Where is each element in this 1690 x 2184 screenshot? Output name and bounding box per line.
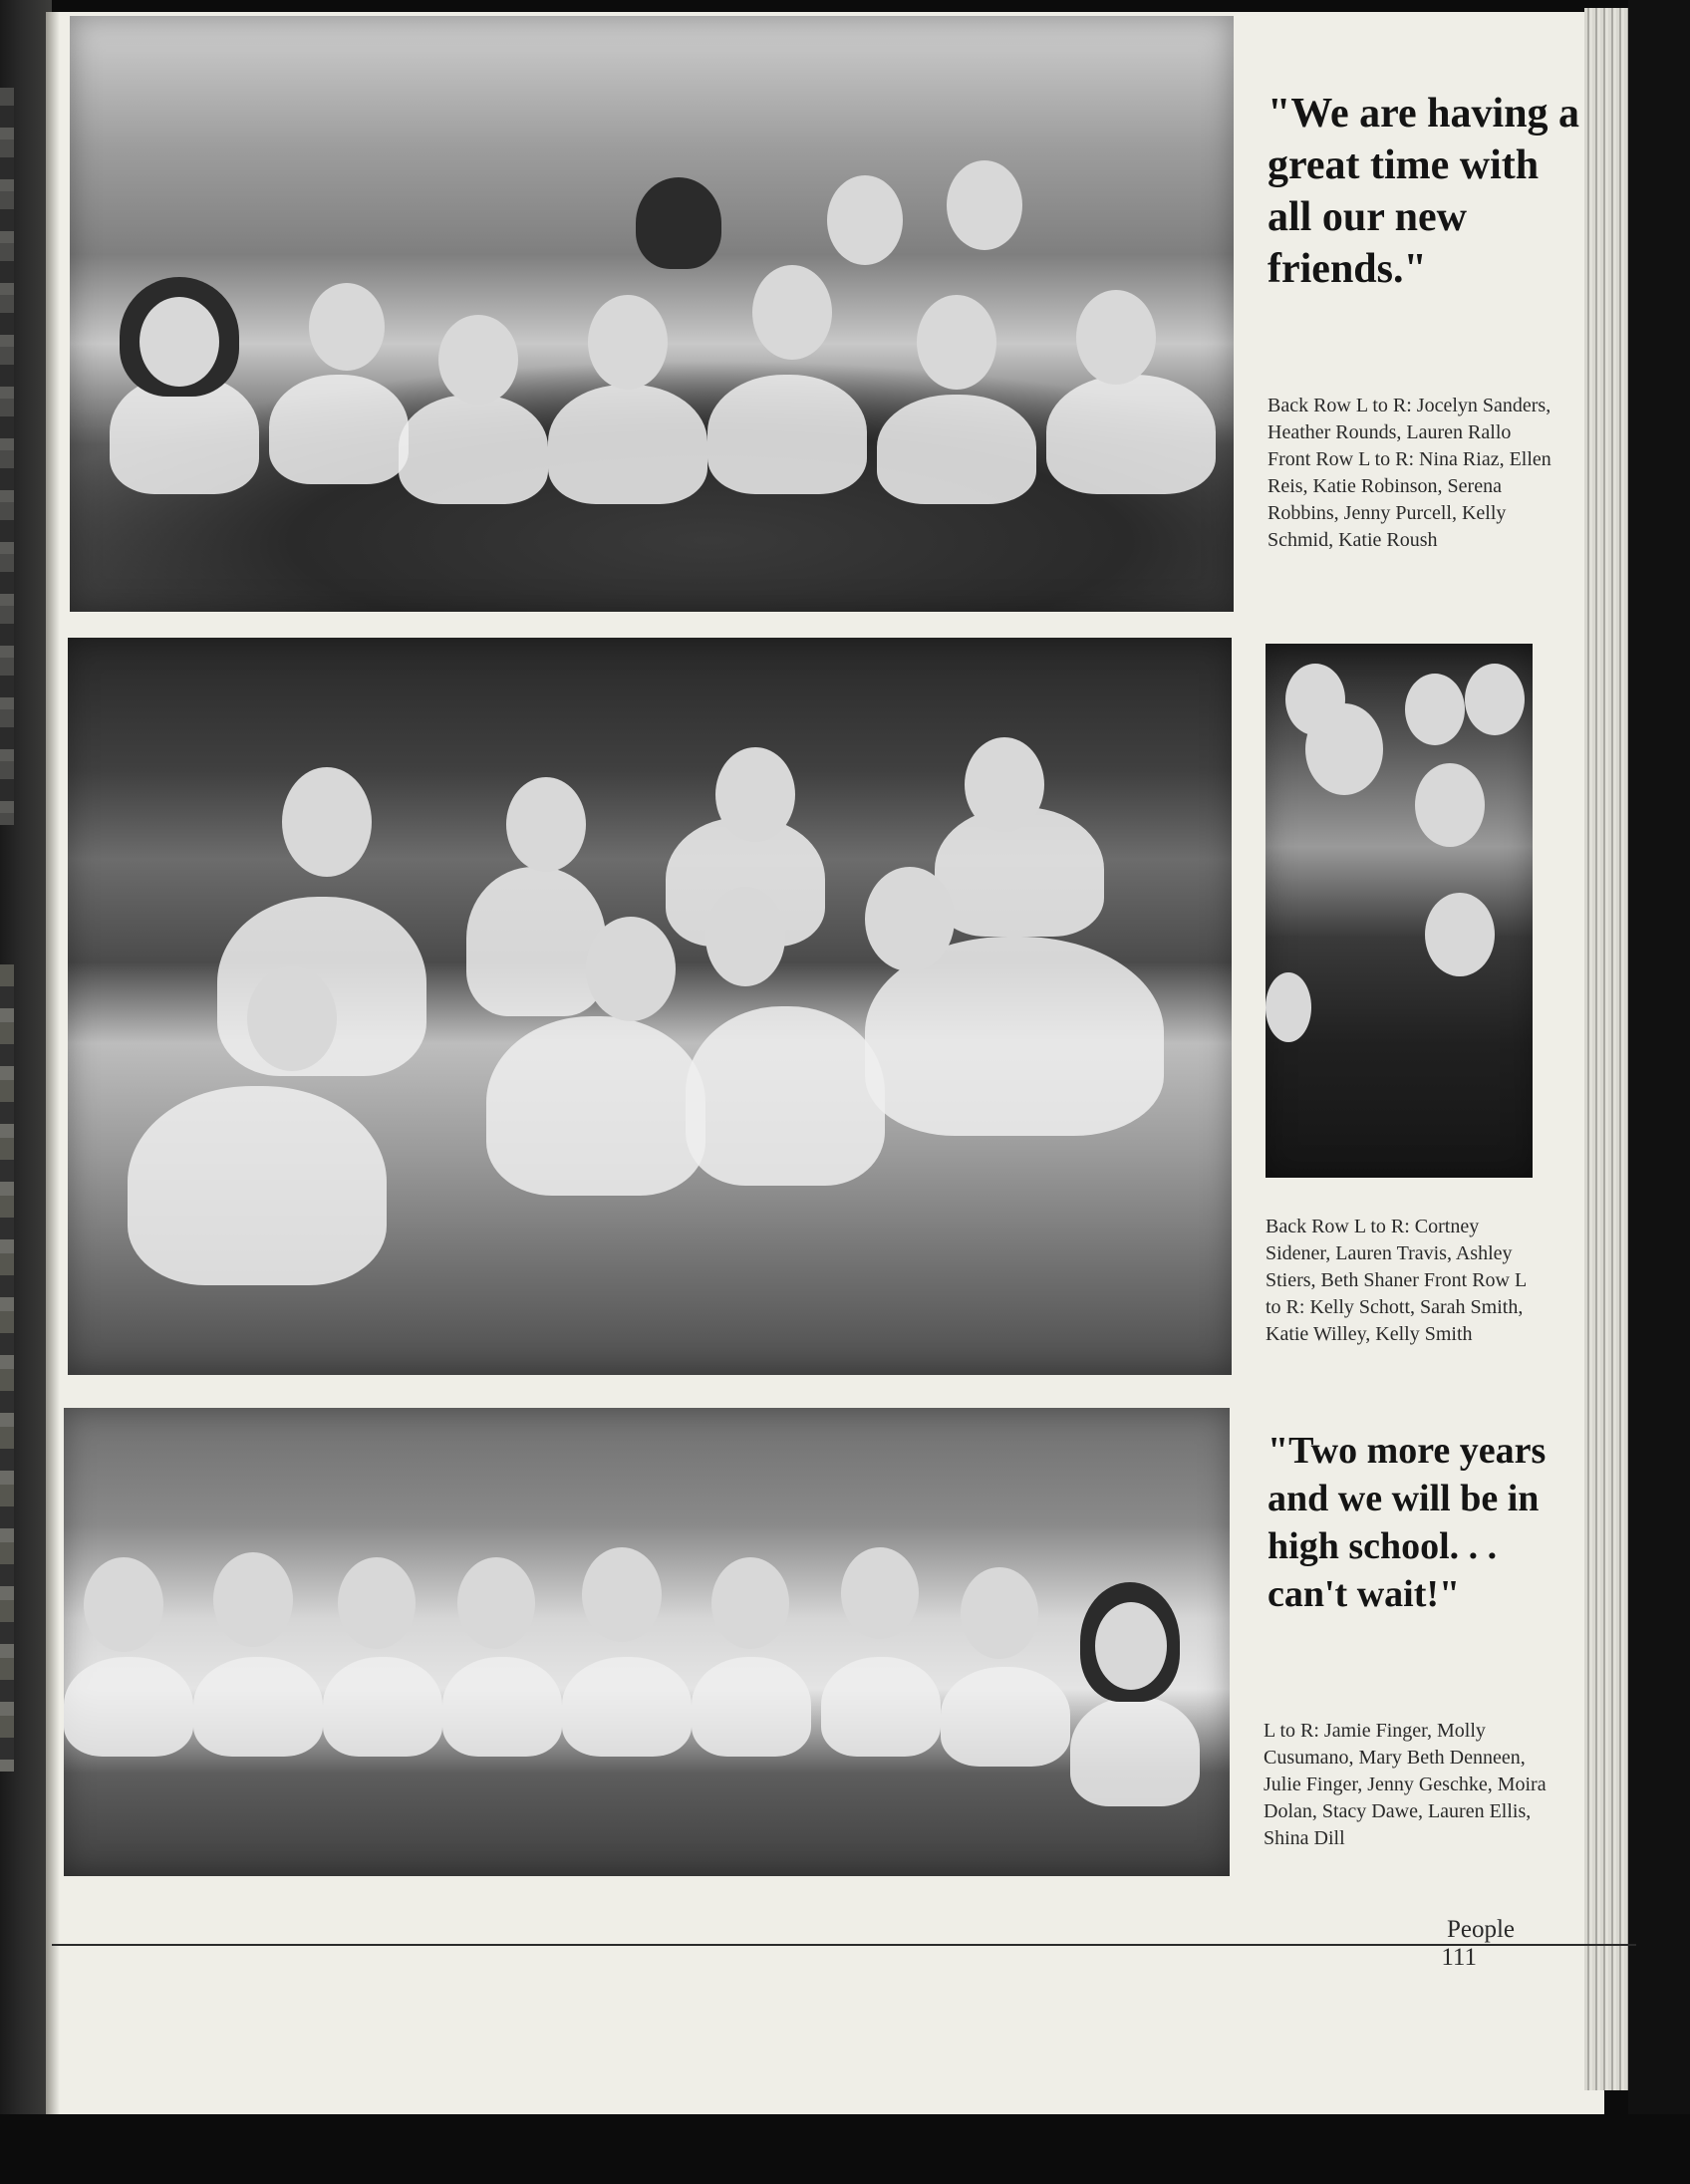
caption-photo1: Back Row L to R: Jocelyn Sanders, Heather Rounds, Lauren Rallo Front Row L to R: Nina Riaz, Ellen Reis, Katie Robinson, Serena Robbins, Jenny Purcell, Kelly Schmid, Katie Roush	[1268, 395, 1551, 551]
page-stack-edge	[1584, 8, 1628, 2090]
caption-block-photo1	[1268, 393, 1552, 554]
page-gutter	[46, 12, 60, 2114]
candid-photo-small-group	[1266, 644, 1533, 1178]
group-photo-lying-in-row	[64, 1408, 1230, 1876]
caption-block-photo2	[1266, 1214, 1537, 1348]
pull-quote-bottom: "Two more years and we will be in high school. . . can't wait!"	[1268, 1430, 1547, 1615]
scan-background	[1628, 0, 1690, 2184]
quote-top-block	[1268, 88, 1586, 295]
quote-bottom-block	[1268, 1427, 1572, 1618]
pull-quote-top: "We are having a great time with all our new friends."	[1268, 91, 1580, 292]
caption-photo3: L to R: Jamie Finger, Molly Cusumano, Mary Beth Denneen, Julie Finger, Jenny Geschke, Moira Dolan, Stacy Dawe, Lauren Ellis, Shina Dill	[1264, 1720, 1547, 1849]
folio	[1375, 1917, 1515, 1970]
caption-block-photo3	[1264, 1718, 1552, 1852]
scan-bottom-margin	[0, 2114, 1690, 2184]
group-photo-sitting-plaid-uniforms	[68, 638, 1232, 1375]
page-number: 111	[1441, 1944, 1477, 1971]
caption-photo2: Back Row L to R: Cortney Sidener, Lauren Travis, Ashley Stiers, Beth Shaner Front Row L to R: Kelly Schott, Sarah Smith, Katie Willey, Kelly Smith	[1266, 1216, 1527, 1345]
section-label: People	[1446, 1916, 1515, 1943]
facing-page-edge	[0, 0, 52, 2184]
group-photo-lying-on-grass	[70, 16, 1234, 612]
